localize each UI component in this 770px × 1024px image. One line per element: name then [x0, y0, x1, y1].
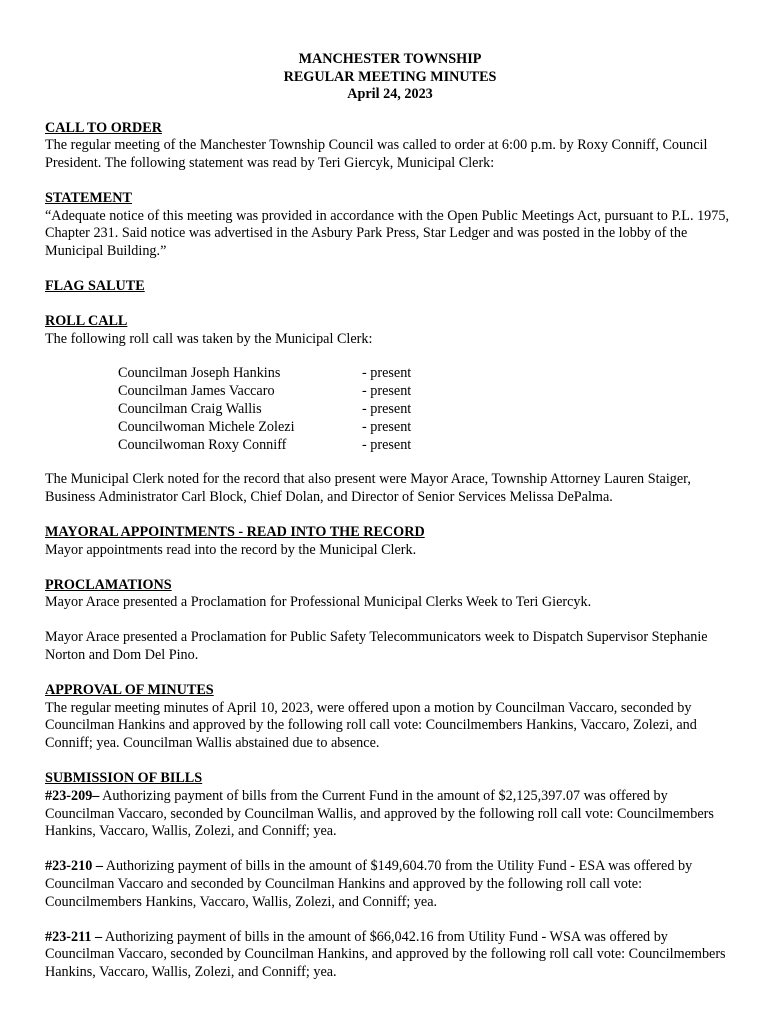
township-name: MANCHESTER TOWNSHIP	[298, 51, 482, 67]
minutes-document	[45, 51, 735, 999]
roll-call-intro: The following roll call was taken by the Municipal Clerk:	[45, 330, 373, 347]
member-name: Councilman Joseph Hankins	[118, 365, 281, 382]
approval-of-minutes-text: The regular meeting minutes of April 10, 2023, were offered upon a motion by Councilman Vaccaro, seconded by Councilman Hankins and approved by the following roll call vote: Councilmembers Hankins, Vaccaro, Zolezi, and Conniff; yea. Councilman Wallis abstained due to absence.	[45, 699, 697, 752]
flag-salute-section	[45, 278, 735, 296]
roll-call-list	[118, 365, 735, 454]
statement-text: “Adequate notice of this meeting was provided in accordance with the Open Public Meetings Act, pursuant to P.L. 1975, Chapter 231. Said notice was advertised in the Asbury Park Press, Star Ledger and was posted in the lobby of the Municipal Building.”	[45, 207, 729, 260]
bill-text: Authorizing payment of bills in the amount of $66,042.16 from Utility Fund - WSA was offered by Councilman Vaccaro, seconded by Councilman Hankins, and approved by the following roll call vote: Councilmembers Hankins, Vaccaro, Wallis, Zolezi, and Conniff; yea.	[45, 928, 726, 981]
bill-text: Authorizing payment of bills from the Current Fund in the amount of $2,125,397.07 was offered by Councilman Vaccaro, seconded by Councilman Wallis, and approved by the following roll call vote: Councilmembers Hankins, Vaccaro, Wallis, Zolezi, and Conniff; yea.	[45, 787, 714, 840]
roll-call-row	[118, 365, 735, 383]
submission-of-bills-heading: SUBMISSION OF BILLS	[45, 770, 203, 787]
member-name: Councilman Craig Wallis	[118, 401, 262, 418]
bill-entry	[45, 788, 735, 841]
mayoral-appointments-text: Mayor appointments read into the record by the Municipal Clerk.	[45, 541, 417, 558]
member-status: - present	[362, 401, 412, 418]
proclamation-text: Mayor Arace presented a Proclamation for Public Safety Telecommunicators week to Dispatch Supervisor Stephanie Norton and Dom Del Pino.	[45, 629, 708, 664]
roll-call-note: The Municipal Clerk noted for the record that also present were Mayor Arace, Township Attorney Lauren Staiger, Business Administrator Carl Block, Chief Dolan, and Director of Senior Services Melissa DePalma.	[45, 471, 691, 506]
approval-of-minutes-section	[45, 682, 735, 753]
member-status: - present	[362, 383, 412, 400]
submission-of-bills-section	[45, 770, 735, 982]
member-name: Councilwoman Roxy Conniff	[118, 436, 287, 453]
proclamations-heading: PROCLAMATIONS	[45, 576, 172, 593]
proclamations-section	[45, 577, 735, 665]
roll-call-row	[118, 383, 735, 401]
document-header	[45, 51, 735, 104]
meeting-date: April 24, 2023	[347, 86, 433, 102]
mayoral-appointments-heading: MAYORAL APPOINTMENTS - READ INTO THE RECORD	[45, 524, 425, 541]
approval-of-minutes-heading: APPROVAL OF MINUTES	[45, 681, 214, 698]
bill-number: #23-211 –	[45, 928, 103, 945]
proclamation-text: Mayor Arace presented a Proclamation for Professional Municipal Clerks Week to Teri Giercyk.	[45, 594, 592, 611]
call-to-order-section	[45, 120, 735, 173]
roll-call-heading: ROLL CALL	[45, 312, 128, 329]
statement-heading: STATEMENT	[45, 189, 132, 206]
mayoral-appointments-section	[45, 524, 735, 560]
bill-entry	[45, 929, 735, 982]
member-status: - present	[362, 418, 412, 435]
flag-salute-heading: FLAG SALUTE	[45, 278, 145, 295]
member-status: - present	[362, 436, 412, 453]
bill-number: #23-209–	[45, 787, 100, 804]
document-title: REGULAR MEETING MINUTES	[283, 68, 497, 85]
call-to-order-text: The regular meeting of the Manchester Township Council was called to order at 6:00 p.m. by Roxy Conniff, Council President. The following statement was read by Teri Giercyk, Municipal Clerk:	[45, 137, 708, 172]
roll-call-row	[118, 437, 735, 455]
call-to-order-heading: CALL TO ORDER	[45, 119, 162, 136]
bill-number: #23-210 –	[45, 858, 103, 875]
roll-call-row	[118, 419, 735, 437]
bill-text: Authorizing payment of bills in the amount of $149,604.70 from the Utility Fund - ESA was offered by Councilman Vaccaro and seconded by Councilman Hankins and approved by the following roll call vote: Councilmembers Hankins, Vaccaro, Wallis, Zolezi, and Conniff; yea.	[45, 858, 693, 910]
roll-call-section	[45, 313, 735, 507]
member-name: Councilwoman Michele Zolezi	[118, 418, 295, 435]
roll-call-row	[118, 401, 735, 419]
statement-section	[45, 190, 735, 261]
member-status: - present	[362, 365, 412, 382]
bill-entry	[45, 858, 735, 911]
member-name: Councilman James Vaccaro	[118, 383, 275, 400]
